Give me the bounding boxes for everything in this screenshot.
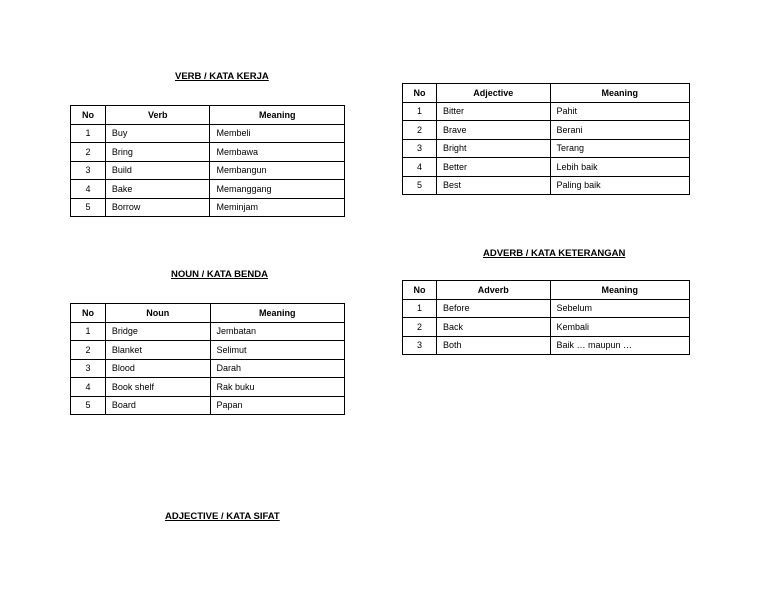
meaning-cell: Papan — [210, 396, 344, 415]
column-header-no: No — [403, 281, 437, 300]
column-header-adjective: Adjective — [436, 84, 550, 103]
table-row — [403, 336, 690, 355]
noun-table-body — [71, 322, 345, 415]
adverb-table-body — [403, 299, 690, 355]
word-cell: Before — [436, 299, 550, 318]
meaning-cell: Rak buku — [210, 378, 344, 397]
table-row — [71, 396, 345, 415]
column-header-meaning: Meaning — [210, 106, 345, 125]
word-cell: Bring — [105, 143, 210, 162]
row-number: 4 — [403, 158, 437, 177]
word-cell: Book shelf — [105, 378, 210, 397]
verb-table-body — [71, 124, 345, 217]
adjective-table-body — [403, 102, 690, 195]
word-cell: Brave — [436, 121, 550, 140]
column-header-meaning: Meaning — [210, 304, 344, 323]
word-cell: Blanket — [105, 341, 210, 360]
row-number: 4 — [71, 378, 106, 397]
column-header-meaning: Meaning — [550, 84, 689, 103]
row-number: 2 — [403, 121, 437, 140]
word-cell: Back — [436, 318, 550, 337]
row-number: 3 — [71, 359, 106, 378]
word-cell: Borrow — [105, 198, 210, 217]
word-cell: Buy — [105, 124, 210, 143]
meaning-cell: Kembali — [550, 318, 689, 337]
meaning-cell: Berani — [550, 121, 689, 140]
noun-title: NOUN / KATA BENDA — [171, 269, 268, 280]
meaning-cell: Lebih baik — [550, 158, 689, 177]
word-cell: Bitter — [436, 102, 550, 121]
row-number: 3 — [403, 139, 437, 158]
table-row — [71, 322, 345, 341]
column-header-no: No — [71, 304, 106, 323]
row-number: 1 — [403, 299, 437, 318]
row-number: 3 — [403, 336, 437, 355]
table-row — [71, 143, 345, 162]
table-row — [403, 176, 690, 195]
verb-title: VERB / KATA KERJA — [175, 71, 269, 82]
meaning-cell: Paling baik — [550, 176, 689, 195]
row-number: 1 — [71, 124, 106, 143]
word-cell: Blood — [105, 359, 210, 378]
column-header-noun: Noun — [105, 304, 210, 323]
column-header-no: No — [71, 106, 106, 125]
table-row — [71, 341, 345, 360]
table-row — [403, 299, 690, 318]
meaning-cell: Selimut — [210, 341, 344, 360]
row-number: 1 — [71, 322, 106, 341]
meaning-cell: Darah — [210, 359, 344, 378]
table-row — [71, 180, 345, 199]
table-row — [71, 124, 345, 143]
meaning-cell: Jembatan — [210, 322, 344, 341]
table-row — [403, 121, 690, 140]
word-cell: Board — [105, 396, 210, 415]
meaning-cell: Baik … maupun … — [550, 336, 689, 355]
verb-table — [70, 105, 345, 217]
row-number: 3 — [71, 161, 106, 180]
word-cell: Bridge — [105, 322, 210, 341]
meaning-cell: Terang — [550, 139, 689, 158]
row-number: 1 — [403, 102, 437, 121]
meaning-cell: Meminjam — [210, 198, 345, 217]
row-number: 2 — [71, 143, 106, 162]
table-row — [71, 359, 345, 378]
row-number: 5 — [71, 198, 106, 217]
row-number: 5 — [71, 396, 106, 415]
word-cell: Build — [105, 161, 210, 180]
column-header-adverb: Adverb — [436, 281, 550, 300]
word-cell: Better — [436, 158, 550, 177]
table-row — [71, 378, 345, 397]
adverb-table — [402, 280, 690, 355]
meaning-cell: Membeli — [210, 124, 345, 143]
meaning-cell: Membangun — [210, 161, 345, 180]
meaning-cell: Pahit — [550, 102, 689, 121]
table-row — [403, 158, 690, 177]
column-header-no: No — [403, 84, 437, 103]
row-number: 2 — [71, 341, 106, 360]
meaning-cell: Membawa — [210, 143, 345, 162]
noun-table — [70, 303, 345, 415]
adjective-table — [402, 83, 690, 195]
word-cell: Best — [436, 176, 550, 195]
meaning-cell: Sebelum — [550, 299, 689, 318]
table-row — [403, 139, 690, 158]
table-row — [403, 318, 690, 337]
adjective-title: ADJECTIVE / KATA SIFAT — [165, 511, 280, 522]
column-header-verb: Verb — [105, 106, 210, 125]
row-number: 2 — [403, 318, 437, 337]
table-row — [403, 102, 690, 121]
word-cell: Bake — [105, 180, 210, 199]
adverb-title: ADVERB / KATA KETERANGAN — [483, 248, 626, 259]
table-row — [71, 198, 345, 217]
meaning-cell: Memanggang — [210, 180, 345, 199]
column-header-meaning: Meaning — [550, 281, 689, 300]
word-cell: Bright — [436, 139, 550, 158]
table-row — [71, 161, 345, 180]
row-number: 4 — [71, 180, 106, 199]
word-cell: Both — [436, 336, 550, 355]
row-number: 5 — [403, 176, 437, 195]
